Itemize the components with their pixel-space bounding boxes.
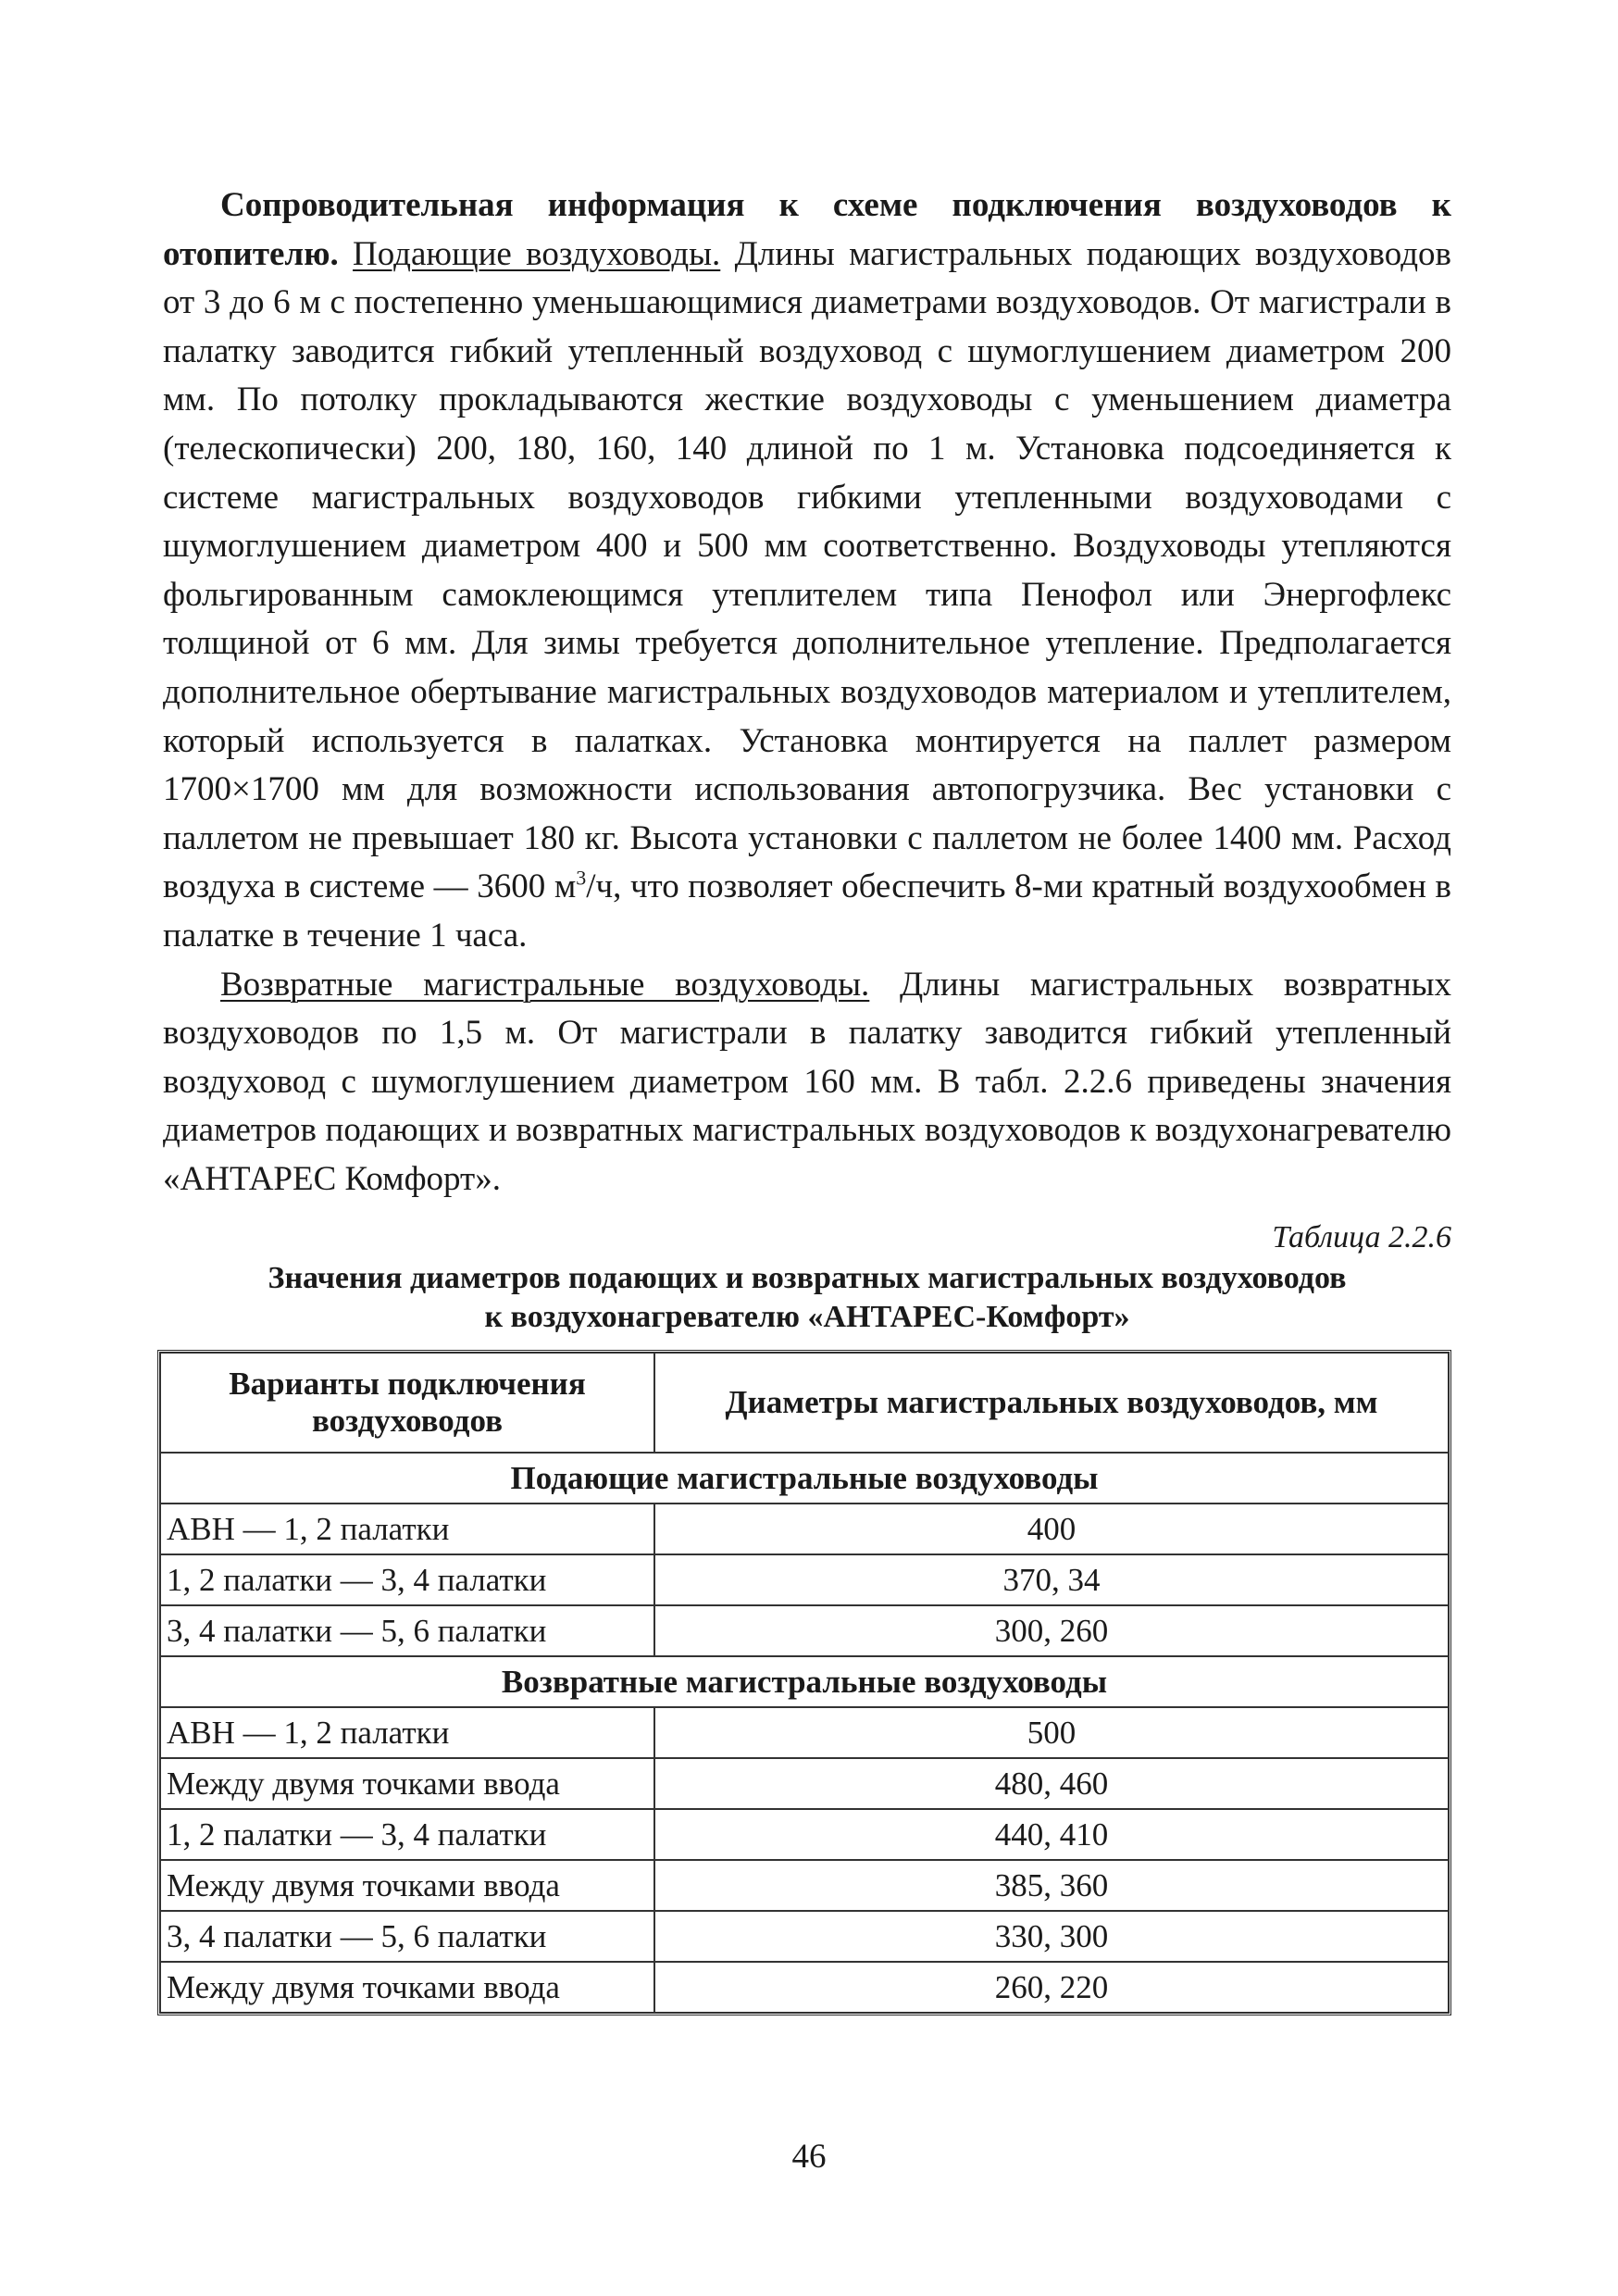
section-heading: Сопроводительная информация к схеме подключения воздуховодов к отопителю. (163, 186, 1451, 273)
page-number: 46 (791, 2138, 827, 2176)
header-variants: Варианты подключения воздуховодов (160, 1353, 654, 1453)
diameter-cell: 440, 410 (654, 1809, 1449, 1860)
table-row (160, 1860, 1449, 1911)
table-header-row (160, 1353, 1449, 1453)
variant-cell: Между двумя точками ввода (160, 1962, 654, 2013)
diameter-cell: 480, 460 (654, 1758, 1449, 1809)
diameter-cell: 385, 360 (654, 1860, 1449, 1911)
diameter-cell: 300, 260 (654, 1605, 1449, 1656)
section-return: Возвратные магистральные воздуховоды (160, 1656, 1449, 1707)
subheading-supply: Подающие воздуховоды. (353, 234, 721, 273)
variant-cell: АВН — 1, 2 палатки (160, 1504, 654, 1554)
variant-cell: 1, 2 палатки — 3, 4 палатки (160, 1554, 654, 1605)
superscript-3: 3 (576, 866, 587, 890)
table-caption (163, 1259, 1451, 1337)
table-caption-line-1: Значения диаметров подающих и возвратных магистральных воздуховодов (268, 1261, 1347, 1296)
table-row (160, 1605, 1449, 1656)
paragraph-supply-ducts (163, 181, 1451, 961)
table-row (160, 1809, 1449, 1860)
section-row-supply (160, 1453, 1449, 1504)
table-row (160, 1707, 1449, 1758)
variant-cell: 1, 2 палатки — 3, 4 палатки (160, 1809, 654, 1860)
page-content (163, 181, 1451, 2015)
variant-cell: Между двумя точками ввода (160, 1758, 654, 1809)
diameter-cell: 370, 34 (654, 1554, 1449, 1605)
paragraph-1-tail: /ч, что позволяет обеспечить 8-ми кратный воздухообмен в палатке в течение 1 часа. (163, 867, 1451, 955)
variant-cell: 3, 4 палатки — 5, 6 палатки (160, 1911, 654, 1962)
paragraph-return-ducts (163, 961, 1451, 1204)
paragraph-2-body: Длины магистральных возвратных воздуховодов по 1,5 м. От магистрали в палатку заводится гибкий утепленный воздуховод с шумоглушением диаметром 160 мм. В табл. 2.2.6 приведены значения диаметров подающих и возвратных магистральных воздуховодов к воздухонагревателю «АНТАРЕС Комфорт». (163, 965, 1452, 1198)
table-row (160, 1504, 1449, 1554)
table-row (160, 1911, 1449, 1962)
table-label: Таблица 2.2.6 (1272, 1220, 1451, 1255)
diameter-cell: 330, 300 (654, 1911, 1449, 1962)
table-row (160, 1962, 1449, 2013)
section-row-return (160, 1656, 1449, 1707)
table-row (160, 1554, 1449, 1605)
variant-cell: Между двумя точками ввода (160, 1860, 654, 1911)
variant-cell: 3, 4 палатки — 5, 6 палатки (160, 1605, 654, 1656)
diameter-cell: 400 (654, 1504, 1449, 1554)
subheading-return: Возвратные магистральные воздуховоды. (220, 965, 870, 1004)
section-supply: Подающие магистральные воздуховоды (160, 1453, 1449, 1504)
duct-diameter-table (157, 1350, 1451, 2015)
diameter-cell: 500 (654, 1707, 1449, 1758)
variant-cell: АВН — 1, 2 палатки (160, 1707, 654, 1758)
diameter-cell: 260, 220 (654, 1962, 1449, 2013)
table-caption-line-2: к воздухонагревателю «АНТАРЕС-Комфорт» (484, 1300, 1130, 1335)
table-row (160, 1758, 1449, 1809)
header-diameters: Диаметры магистральных воздуховодов, мм (654, 1353, 1449, 1453)
paragraph-1-body: Длины магистральных подающих воздуховодов от 3 до 6 м с постепенно уменьшающимися диаметрами воздуховодов. От магистрали в палатку заводится гибкий утепленный воздуховод с шумоглушением диаметром 200 мм. По потолку прокладываются жесткие воздуховоды с уменьшением диаметра (телескопически) 200, 180, 160, 140 длиной по 1 м. Установка подсоединяется к системе магистральных воздуховодов гибкими утепленными воздуховодами с шумоглушением диаметром 400 и 500 мм соответственно. Воздуховоды утепляются фольгированным самоклеющимся утеплителем типа Пенофол или Энергофлекс толщиной от 6 мм. Для зимы требуется дополнительное утепление. Предполагается дополнительное обертывание магистральных воздуховодов материалом и утеплителем, который используется в палатках. Установка монтируется на паллет размером 1700×1700 мм для возможности использования автопогрузчика. Вес установки с паллетом не превышает 180 кг. Высота установки с паллетом не более 1400 мм. Расход воздуха в системе — 3600 м (163, 234, 1451, 906)
